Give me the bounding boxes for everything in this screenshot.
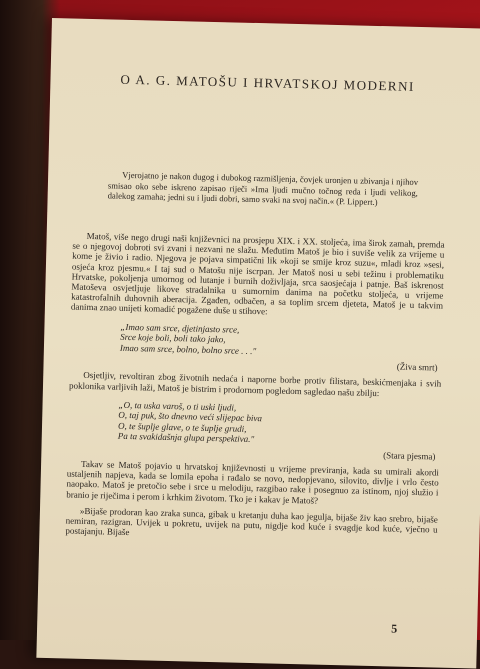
verse-starapjesma [118, 399, 441, 449]
paragraph-2: Osjetljiv, revoltiran zbog životnih nedaća i naporne borbe protiv filistara, beskićmenjaka i svih poklonika varljivih laži, Matoš je bistrim i prodornom pogledom sagledao našu zbilju: [68, 370, 442, 398]
verse-line: „Imao sam srce, djetinjasto srce, [120, 321, 240, 335]
verse-line: Imao sam srce, bolno, bolno srce . . ." [119, 342, 257, 356]
body-text [65, 231, 444, 545]
verse-line: „O, ta uska varoš, o ti uski ljudi, [118, 399, 237, 413]
epigraph-text: Vjerojatno je nakon dugog i dubokog razmišljenja, čovjek uronjen u zbivanja i njihov smisao oko sebe iskreno zapisao riječi »Ima ljudi mučno točnog reda i ljudi velikog, dalekog zamaha; jedni su i ljudi dobri, samo svaki na svoj način.« (P. Lippert.) [107, 169, 419, 208]
paragraph-1: Matoš, više nego drugi naši književnici na prosjepu XIX. i XX. stoljeća, ima širok zamah, premda se o njegovoj dobroti svi zvani i nezvani ne slažu. Međutim Matoš je bio i suviše velik za vrijeme u kome je živio i radio. Njegova je pojava simpatični lik »koji se smije kroz suzu«, mladi kroz »sesi, osjeća kroz pjesmu.« I taj sud o Matošu nije iscrpan. Jer Matoš nosi u sebi težinu i problematiku Hrvatske, pokoljenja umornog od lutanje i burnih doživljaja, srca saosjećaja i patnje. Baš iskrenost Matoševa osvjetljuje likove stradalnika u sumornim danima na početku stoljeća, u vrijeme katastrofalnih duhovnih aberacija. Zgađen, odbačen, a sa toplim srcem djeteta, Matoš je u takvim danima znao unijeti komadić pogažene duše u stihove: [70, 230, 445, 317]
book-page [36, 18, 480, 669]
verse-source: (Stara pjesma) [383, 449, 436, 462]
page-title: O A. G. MATOŠU I HRVATSKOJ MODERNI [120, 71, 415, 94]
paragraph-4: »Bijaše prodoran kao zraka sunca, gibak u kretanju duha kao jegulja, bijaše živ kao srebro, bijaše nemiran, razigran. Uvijek u pokretu, uvijek na putu, nigdje kod kuće i svagdje kod kuće, vječno u postajanju. Bijaše [65, 505, 438, 538]
verse-line: O, te šuplje glave, o te šuplje grudi, [117, 420, 247, 434]
verse-line: O, taj puk, što dnevno veći slijepac biva [118, 409, 263, 424]
paragraph-3: Takav se Matoš pojavio u hrvatskoj književnosti u vrijeme previranja, kada su umirali akordi ustaljenih napjeva, kada se lomila epoha i rađalo se novo, nedopjevano, silovito, divlje i vrlo često naopako. Matoš je pretočio sebe i srce u melodiju, razgibao rake i posegnuo za istinom, njoj služio i branio je riječima i perom i krhkim životom. Tko je i kakav je Matoš? [66, 458, 440, 506]
verse-line: Pa ta svakidašnja glupa perspektiva." [117, 430, 255, 445]
verse-source: (Živa smrt) [396, 361, 438, 373]
verse-zivasmrt [120, 321, 443, 360]
epigraph [108, 169, 419, 208]
verse-line: Srce koje boli, boli tako jako, [120, 331, 226, 345]
page-number: 5 [391, 621, 398, 636]
